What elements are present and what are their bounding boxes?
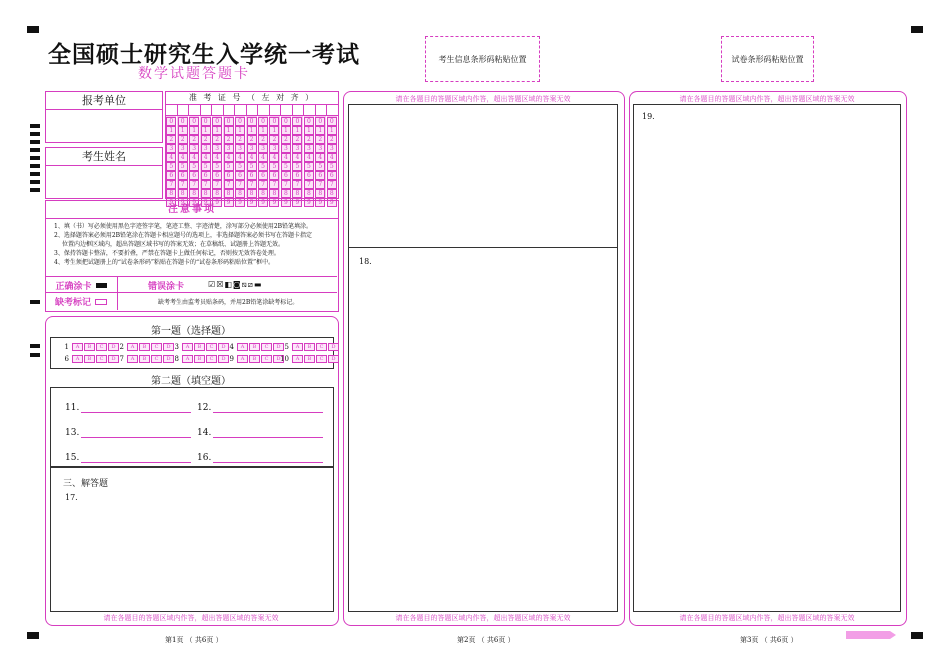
wrong-fill-icons: ☑☒◧◙⧅⧄▬ xyxy=(208,280,263,289)
digit-bubble[interactable]: 9 xyxy=(235,198,245,207)
digit-bubble[interactable]: 7 xyxy=(189,180,199,189)
fill-blank-area xyxy=(50,387,334,468)
absent-row xyxy=(45,292,337,310)
digit-bubble[interactable]: 4 xyxy=(281,153,291,162)
option-bubble[interactable]: A xyxy=(237,343,248,351)
ticket-column[interactable] xyxy=(189,116,200,206)
digit-bubble[interactable]: 0 xyxy=(189,117,199,126)
digit-bubble[interactable]: 6 xyxy=(247,171,257,180)
digit-bubble[interactable]: 1 xyxy=(269,126,279,135)
digit-bubble[interactable]: 5 xyxy=(258,162,268,171)
digit-bubble[interactable]: 7 xyxy=(269,180,279,189)
option-bubble[interactable]: C xyxy=(151,343,162,351)
digit-bubble[interactable]: 4 xyxy=(304,153,314,162)
absent-note: 缺考考生由监考员贴条码，并用2B铅笔涂缺考标记。 xyxy=(158,299,299,306)
question-number: 2 xyxy=(119,343,124,351)
digit-bubble[interactable]: 8 xyxy=(212,189,222,198)
digit-bubble[interactable]: 5 xyxy=(315,162,325,171)
ticket-column[interactable] xyxy=(246,116,257,206)
digit-bubble[interactable]: 8 xyxy=(315,189,325,198)
digit-bubble[interactable]: 0 xyxy=(258,117,268,126)
digit-bubble[interactable]: 0 xyxy=(281,117,291,126)
digit-bubble[interactable]: 7 xyxy=(201,180,211,189)
digit-bubble[interactable]: 7 xyxy=(247,180,257,189)
unit-field[interactable] xyxy=(46,110,162,142)
digit-bubble[interactable]: 4 xyxy=(292,153,302,162)
question-number: 7 xyxy=(119,355,124,363)
name-label: 考生姓名 xyxy=(46,148,162,166)
digit-bubble[interactable]: 6 xyxy=(212,171,222,180)
absent-bubble[interactable] xyxy=(95,299,107,305)
digit-bubble[interactable]: 8 xyxy=(304,189,314,198)
digit-bubble[interactable]: 0 xyxy=(304,117,314,126)
ticket-column[interactable] xyxy=(327,116,338,206)
digit-bubble[interactable]: 9 xyxy=(292,198,302,207)
digit-bubble[interactable]: 0 xyxy=(201,117,211,126)
question-number: 10 xyxy=(280,355,289,363)
digit-bubble[interactable]: 8 xyxy=(327,189,337,198)
digit-bubble[interactable]: 7 xyxy=(304,180,314,189)
absent-label: 缺考标记 xyxy=(54,298,91,308)
option-bubble[interactable]: D xyxy=(163,355,174,363)
digit-bubble[interactable]: 8 xyxy=(281,189,291,198)
ticket-column[interactable] xyxy=(235,116,246,206)
digit-bubble[interactable]: 1 xyxy=(281,126,291,135)
digit-bubble[interactable]: 2 xyxy=(166,135,176,144)
digit-bubble[interactable]: 5 xyxy=(212,162,222,171)
digit-bubble[interactable]: 6 xyxy=(292,171,302,180)
digit-bubble[interactable]: 3 xyxy=(304,144,314,153)
digit-bubble[interactable]: 3 xyxy=(281,144,291,153)
page-number-3: 第3页 （ 共6页 ） xyxy=(740,636,798,644)
answer-area-18[interactable] xyxy=(348,247,618,612)
ticket-column[interactable] xyxy=(212,116,223,206)
section3-title: 三、解答题 xyxy=(63,479,109,489)
section2-title: 第二题（填空题） xyxy=(151,376,231,387)
option-bubble[interactable]: B xyxy=(84,355,95,363)
digit-bubble[interactable]: 9 xyxy=(327,198,337,207)
option-bubble[interactable]: B xyxy=(84,343,95,351)
correct-fill-icon xyxy=(96,283,107,288)
digit-bubble[interactable]: 1 xyxy=(327,126,337,135)
digit-bubble[interactable]: 3 xyxy=(327,144,337,153)
warning-footer-1: 请在各题目的答题区域内作答，超出答题区域的答案无效 xyxy=(103,614,279,622)
ticket-column[interactable] xyxy=(200,116,211,206)
digit-bubble[interactable]: 7 xyxy=(166,180,176,189)
question-18-label: 18. xyxy=(359,257,372,266)
digit-bubble[interactable]: 3 xyxy=(315,144,325,153)
digit-bubble[interactable]: 8 xyxy=(247,189,257,198)
digit-bubble[interactable]: 5 xyxy=(189,162,199,171)
question-19-label: 19. xyxy=(642,112,655,121)
digit-bubble[interactable]: 4 xyxy=(315,153,325,162)
blank-12[interactable]: 12. xyxy=(197,402,323,413)
digit-bubble[interactable]: 9 xyxy=(178,198,188,207)
option-bubble[interactable]: D xyxy=(328,355,339,363)
choice-question xyxy=(169,343,229,351)
option-bubble[interactable]: C xyxy=(261,343,272,351)
option-bubble[interactable]: D xyxy=(328,343,339,351)
option-bubble[interactable]: C xyxy=(96,343,107,351)
digit-bubble[interactable]: 8 xyxy=(269,189,279,198)
question-number: 1 xyxy=(64,343,69,351)
option-bubble[interactable]: B xyxy=(249,355,260,363)
digit-bubble[interactable]: 1 xyxy=(178,126,188,135)
digit-bubble[interactable]: 6 xyxy=(327,171,337,180)
digit-bubble[interactable]: 8 xyxy=(258,189,268,198)
digit-bubble[interactable]: 7 xyxy=(327,180,337,189)
option-bubble[interactable]: A xyxy=(72,355,83,363)
option-bubble[interactable]: D xyxy=(163,343,174,351)
option-bubble[interactable]: B xyxy=(194,343,205,351)
digit-bubble[interactable]: 0 xyxy=(224,117,234,126)
blank-11[interactable]: 11. xyxy=(65,402,191,413)
ticket-column[interactable] xyxy=(315,116,326,206)
ticket-column[interactable] xyxy=(177,116,188,206)
choice-question xyxy=(169,355,229,363)
digit-bubble[interactable]: 7 xyxy=(235,180,245,189)
digit-bubble[interactable]: 9 xyxy=(224,198,234,207)
digit-bubble[interactable]: 4 xyxy=(178,153,188,162)
digit-bubble[interactable]: 4 xyxy=(166,153,176,162)
digit-bubble[interactable]: 8 xyxy=(201,189,211,198)
digit-bubble[interactable]: 3 xyxy=(189,144,199,153)
digit-bubble[interactable]: 0 xyxy=(247,117,257,126)
digit-bubble[interactable]: 6 xyxy=(258,171,268,180)
digit-bubble[interactable]: 2 xyxy=(258,135,268,144)
note-item: 1、填（书）写必须使用黑色字迹签字笔，笔迹工整、字迹清楚，涂写部分必须使用2B铅笔填涂。 xyxy=(54,223,313,230)
digit-bubble[interactable]: 3 xyxy=(212,144,222,153)
digit-bubble[interactable]: 9 xyxy=(304,198,314,207)
corner-marker xyxy=(911,26,923,33)
digit-bubble[interactable]: 2 xyxy=(189,135,199,144)
page-number-2: 第2页 （ 共6页 ） xyxy=(457,636,515,644)
question-number: 3 xyxy=(174,343,179,351)
digit-bubble[interactable]: 1 xyxy=(189,126,199,135)
digit-bubble[interactable]: 3 xyxy=(235,144,245,153)
digit-bubble[interactable]: 6 xyxy=(235,171,245,180)
digit-bubble[interactable]: 8 xyxy=(178,189,188,198)
digit-bubble[interactable]: 5 xyxy=(201,162,211,171)
option-bubble[interactable]: C xyxy=(96,355,107,363)
digit-bubble[interactable]: 3 xyxy=(247,144,257,153)
ticket-column[interactable] xyxy=(258,116,269,206)
digit-bubble[interactable]: 4 xyxy=(224,153,234,162)
unit-label: 报考单位 xyxy=(46,92,162,110)
digit-bubble[interactable]: 3 xyxy=(201,144,211,153)
digit-bubble[interactable]: 1 xyxy=(292,126,302,135)
answer-area-17-continued[interactable] xyxy=(348,104,618,248)
digit-bubble[interactable]: 5 xyxy=(178,162,188,171)
digit-bubble[interactable]: 4 xyxy=(235,153,245,162)
digit-bubble[interactable]: 5 xyxy=(247,162,257,171)
digit-bubble[interactable]: 2 xyxy=(281,135,291,144)
digit-bubble[interactable]: 5 xyxy=(235,162,245,171)
option-bubble[interactable]: C xyxy=(151,355,162,363)
digit-bubble[interactable]: 2 xyxy=(327,135,337,144)
digit-bubble[interactable]: 7 xyxy=(292,180,302,189)
digit-bubble[interactable]: 7 xyxy=(178,180,188,189)
ticket-write-boxes[interactable] xyxy=(166,105,338,116)
digit-bubble[interactable]: 6 xyxy=(269,171,279,180)
digit-bubble[interactable]: 7 xyxy=(224,180,234,189)
digit-bubble[interactable]: 2 xyxy=(315,135,325,144)
digit-bubble[interactable]: 3 xyxy=(292,144,302,153)
option-bubble[interactable]: C xyxy=(206,343,217,351)
digit-bubble[interactable]: 9 xyxy=(315,198,325,207)
choice-question xyxy=(279,355,339,363)
digit-bubble[interactable]: 0 xyxy=(235,117,245,126)
notes-title: 注意事项 xyxy=(46,201,338,219)
digit-bubble[interactable]: 0 xyxy=(166,117,176,126)
ticket-column[interactable] xyxy=(166,116,177,206)
page-subtitle: 数学试题答题卡 xyxy=(138,66,250,82)
digit-bubble[interactable]: 1 xyxy=(166,126,176,135)
section1-title: 第一题（选择题） xyxy=(151,326,231,337)
option-bubble[interactable]: B xyxy=(139,355,150,363)
digit-bubble[interactable]: 5 xyxy=(281,162,291,171)
answer-area-19[interactable] xyxy=(633,104,901,612)
correct-fill-label: 正确涂卡 xyxy=(55,281,92,292)
option-bubble[interactable]: A xyxy=(182,343,193,351)
digit-bubble[interactable]: 1 xyxy=(247,126,257,135)
blank-13[interactable]: 13. xyxy=(65,427,191,438)
digit-bubble[interactable]: 2 xyxy=(201,135,211,144)
unit-box xyxy=(45,91,163,143)
digit-bubble[interactable]: 6 xyxy=(315,171,325,180)
digit-bubble[interactable]: 7 xyxy=(212,180,222,189)
option-bubble[interactable]: A xyxy=(72,343,83,351)
corner-marker xyxy=(911,632,923,639)
paper-barcode-area: 试卷条形码粘贴位置 xyxy=(721,36,814,82)
digit-bubble[interactable]: 3 xyxy=(224,144,234,153)
blank-16[interactable]: 16. xyxy=(197,452,323,463)
digit-bubble[interactable]: 5 xyxy=(224,162,234,171)
digit-bubble[interactable]: 0 xyxy=(327,117,337,126)
digit-bubble[interactable]: 3 xyxy=(258,144,268,153)
ticket-number-grid xyxy=(165,91,339,206)
blank-14[interactable]: 14. xyxy=(197,427,323,438)
digit-bubble[interactable]: 4 xyxy=(258,153,268,162)
corner-marker xyxy=(27,632,39,639)
option-bubble[interactable]: B xyxy=(304,355,315,363)
option-bubble[interactable]: D xyxy=(273,343,284,351)
next-page-arrow-icon xyxy=(846,631,896,639)
notes-body xyxy=(46,219,338,270)
digit-bubble[interactable]: 3 xyxy=(269,144,279,153)
ticket-column[interactable] xyxy=(269,116,280,206)
digit-bubble[interactable]: 6 xyxy=(166,171,176,180)
warning-footer-2: 请在各题目的答题区域内作答，超出答题区域的答案无效 xyxy=(395,614,571,622)
digit-bubble[interactable]: 2 xyxy=(304,135,314,144)
digit-bubble[interactable]: 5 xyxy=(166,162,176,171)
option-bubble[interactable]: A xyxy=(292,343,303,351)
digit-bubble[interactable]: 9 xyxy=(247,198,257,207)
digit-bubble[interactable]: 2 xyxy=(224,135,234,144)
digit-bubble[interactable]: 9 xyxy=(281,198,291,207)
note-item: 2、选择题答案必须用2B铅笔涂在答题卡相应题号的选项上，非选择题答案必须书写在答题卡指定 xyxy=(54,232,313,239)
warning-footer-3: 请在各题目的答题区域内作答，超出答题区域的答案无效 xyxy=(679,614,855,622)
ticket-column[interactable] xyxy=(223,116,234,206)
option-bubble[interactable]: D xyxy=(273,355,284,363)
option-bubble[interactable]: C xyxy=(261,355,272,363)
blank-15[interactable]: 15. xyxy=(65,452,191,463)
digit-bubble[interactable]: 1 xyxy=(235,126,245,135)
digit-bubble[interactable]: 7 xyxy=(281,180,291,189)
digit-bubble[interactable]: 6 xyxy=(281,171,291,180)
digit-bubble[interactable]: 6 xyxy=(201,171,211,180)
digit-bubble[interactable]: 1 xyxy=(201,126,211,135)
option-bubble[interactable]: C xyxy=(316,343,327,351)
digit-bubble[interactable]: 5 xyxy=(304,162,314,171)
digit-bubble[interactable]: 5 xyxy=(327,162,337,171)
digit-bubble[interactable]: 6 xyxy=(189,171,199,180)
ticket-label: 准 考 证 号 （ 左 对 齐 ） xyxy=(166,92,338,105)
choice-question xyxy=(224,343,284,351)
name-field[interactable] xyxy=(46,166,162,198)
option-bubble[interactable]: C xyxy=(206,355,217,363)
digit-bubble[interactable]: 2 xyxy=(247,135,257,144)
ticket-column[interactable] xyxy=(292,116,303,206)
digit-bubble[interactable]: 7 xyxy=(258,180,268,189)
digit-bubble[interactable]: 4 xyxy=(247,153,257,162)
digit-bubble[interactable]: 7 xyxy=(315,180,325,189)
fill-examples xyxy=(45,276,337,293)
option-bubble[interactable]: B xyxy=(139,343,150,351)
page-number-1: 第1页 （ 共6页 ） xyxy=(165,636,223,644)
option-bubble[interactable]: A xyxy=(182,355,193,363)
digit-bubble[interactable]: 0 xyxy=(315,117,325,126)
option-bubble[interactable]: B xyxy=(304,343,315,351)
choice-question xyxy=(114,343,174,351)
choice-question xyxy=(114,355,174,363)
option-bubble[interactable]: A xyxy=(127,343,138,351)
digit-bubble[interactable]: 6 xyxy=(224,171,234,180)
option-bubble[interactable]: D xyxy=(218,343,229,351)
digit-bubble[interactable]: 2 xyxy=(178,135,188,144)
digit-bubble[interactable]: 6 xyxy=(304,171,314,180)
choice-question xyxy=(224,355,284,363)
ticket-column[interactable] xyxy=(304,116,315,206)
digit-bubble[interactable]: 4 xyxy=(201,153,211,162)
note-item: 位置内边框区域内，超出答题区域书写的答案无效；在草稿纸、试题册上答题无效。 xyxy=(62,241,285,248)
digit-bubble[interactable]: 9 xyxy=(201,198,211,207)
digit-bubble[interactable]: 2 xyxy=(235,135,245,144)
page-title: 全国硕士研究生入学统一考试 xyxy=(48,41,360,68)
question-number: 5 xyxy=(284,343,289,351)
digit-bubble[interactable]: 3 xyxy=(166,144,176,153)
digit-bubble[interactable]: 4 xyxy=(327,153,337,162)
digit-bubble[interactable]: 0 xyxy=(269,117,279,126)
choice-question xyxy=(59,355,119,363)
digit-bubble[interactable]: 9 xyxy=(189,198,199,207)
digit-bubble[interactable]: 5 xyxy=(292,162,302,171)
option-bubble[interactable]: D xyxy=(108,343,119,351)
digit-bubble[interactable]: 8 xyxy=(224,189,234,198)
question-number: 6 xyxy=(64,355,69,363)
digit-bubble[interactable]: 1 xyxy=(212,126,222,135)
digit-bubble[interactable]: 8 xyxy=(235,189,245,198)
note-item: 3、保持答题卡整洁，不要折叠，严禁在答题卡上做任何标记，否则按无效答卷处理。 xyxy=(54,250,280,257)
student-barcode-area: 考生信息条形码粘贴位置 xyxy=(425,36,540,82)
multiple-choice-grid xyxy=(50,337,334,369)
digit-bubble[interactable]: 1 xyxy=(315,126,325,135)
digit-bubble[interactable]: 9 xyxy=(212,198,222,207)
question-number: 4 xyxy=(229,343,234,351)
digit-bubble[interactable]: 9 xyxy=(166,198,176,207)
name-box xyxy=(45,147,163,199)
ticket-column[interactable] xyxy=(281,116,292,206)
digit-bubble[interactable]: 4 xyxy=(189,153,199,162)
digit-bubble[interactable]: 8 xyxy=(292,189,302,198)
digit-bubble[interactable]: 8 xyxy=(189,189,199,198)
digit-bubble[interactable]: 1 xyxy=(258,126,268,135)
digit-bubble[interactable]: 1 xyxy=(304,126,314,135)
corner-marker xyxy=(27,26,39,33)
question-number: 9 xyxy=(229,355,234,363)
digit-bubble[interactable]: 8 xyxy=(166,189,176,198)
note-item: 4、考生须把试题册上的“试卷条形码”粘贴在答题卡的“试卷条形码粘贴位置”框中。 xyxy=(54,259,275,266)
option-bubble[interactable]: D xyxy=(108,355,119,363)
digit-bubble[interactable]: 4 xyxy=(212,153,222,162)
wrong-fill-label: 错误涂卡 xyxy=(148,281,185,292)
option-bubble[interactable]: A xyxy=(237,355,248,363)
digit-bubble[interactable]: 2 xyxy=(269,135,279,144)
answer-area-17[interactable] xyxy=(50,466,334,612)
option-bubble[interactable]: D xyxy=(218,355,229,363)
digit-bubble[interactable]: 1 xyxy=(224,126,234,135)
digit-bubble[interactable]: 0 xyxy=(292,117,302,126)
digit-bubble[interactable]: 4 xyxy=(269,153,279,162)
warning-header-3: 请在各题目的答题区域内作答，超出答题区域的答案无效 xyxy=(679,95,855,103)
choice-question xyxy=(59,343,119,351)
option-bubble[interactable]: B xyxy=(194,355,205,363)
digit-bubble[interactable]: 9 xyxy=(269,198,279,207)
digit-bubble[interactable]: 3 xyxy=(178,144,188,153)
digit-bubble[interactable]: 0 xyxy=(178,117,188,126)
digit-bubble[interactable]: 6 xyxy=(178,171,188,180)
ticket-bubble-columns[interactable] xyxy=(166,116,338,206)
option-bubble[interactable]: A xyxy=(127,355,138,363)
digit-bubble[interactable]: 2 xyxy=(292,135,302,144)
option-bubble[interactable]: C xyxy=(316,355,327,363)
digit-bubble[interactable]: 9 xyxy=(258,198,268,207)
digit-bubble[interactable]: 2 xyxy=(212,135,222,144)
question-number: 8 xyxy=(174,355,179,363)
choice-question xyxy=(279,343,339,351)
option-bubble[interactable]: B xyxy=(249,343,260,351)
digit-bubble[interactable]: 5 xyxy=(269,162,279,171)
question-17-label: 17. xyxy=(65,493,78,502)
warning-header-2: 请在各题目的答题区域内作答，超出答题区域的答案无效 xyxy=(395,95,571,103)
digit-bubble[interactable]: 0 xyxy=(212,117,222,126)
option-bubble[interactable]: A xyxy=(292,355,303,363)
